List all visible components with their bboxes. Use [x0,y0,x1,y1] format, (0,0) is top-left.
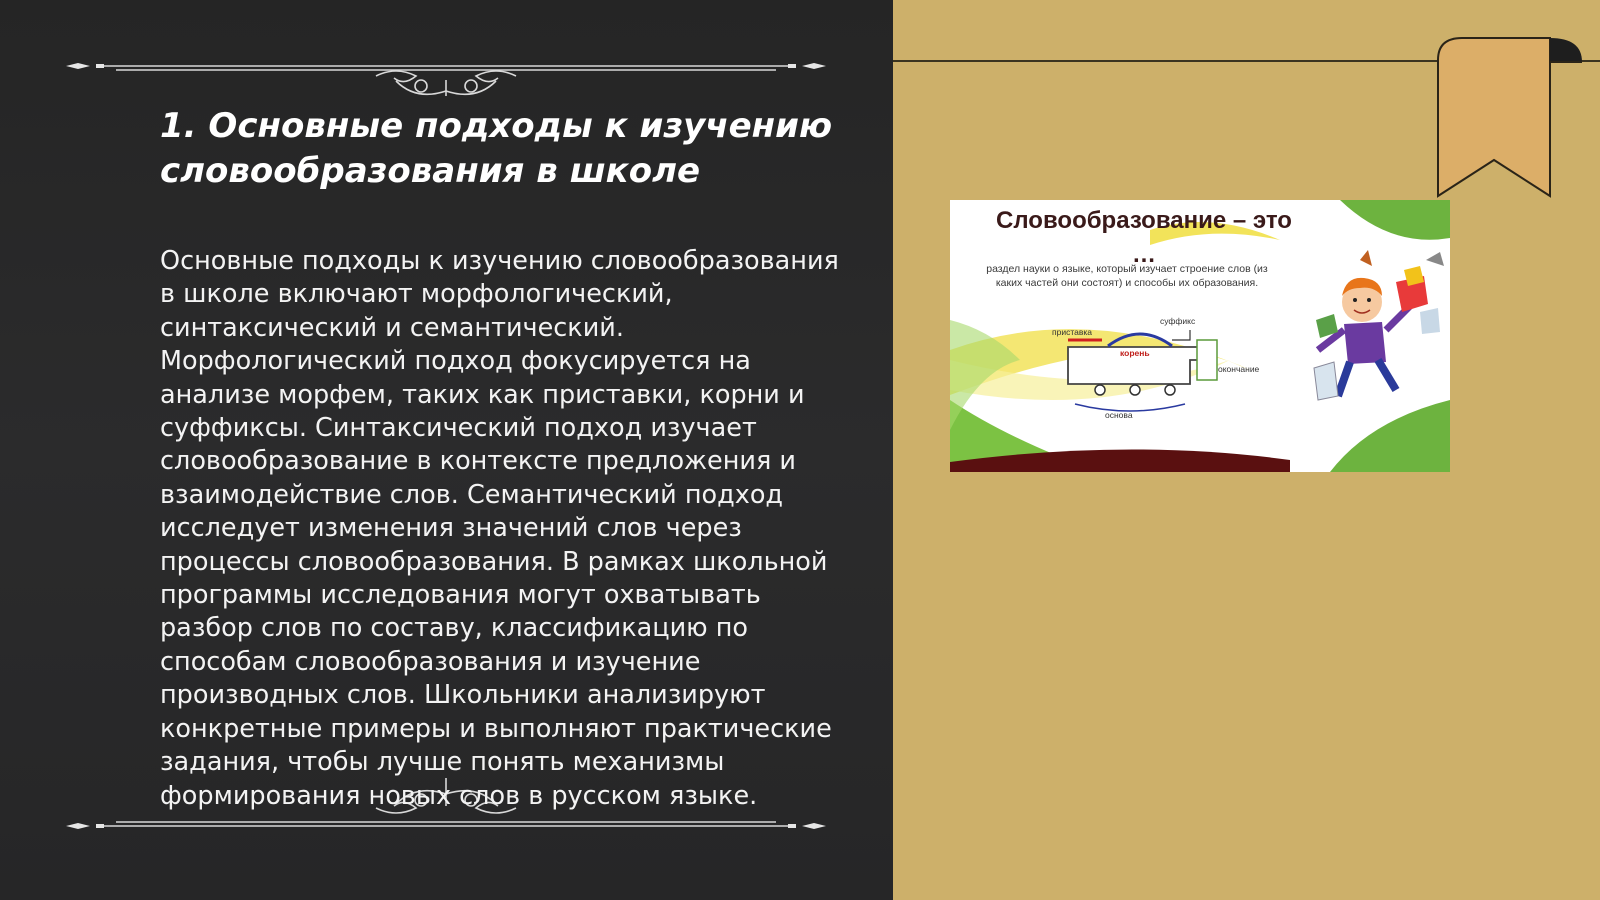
image-description: раздел науки о языке, который изучает строение слов (из каких частей они состоят) и способы их образования. [986,263,1268,289]
ornament-divider-icon [66,36,826,96]
label-suffix: суффикс [1160,316,1196,326]
label-stem: основа [1105,410,1133,420]
illustration-image [950,200,1450,472]
image-heading: Словообразование – это … [996,207,1292,268]
label-root: корень [1120,348,1150,358]
bookmark-ribbon-icon [1432,36,1592,206]
label-ending: окончание [1218,364,1260,374]
slide-body-text: Основные подходы к изучению словообразования в школе включают морфологический, синтаксический и семантический. Морфологический подход фокусируется на анализе морфем, таких как приставки, корни и суффиксы. Синтаксический подход изучает словообразование в контексте предложения и взаимодействие слов. Семантический подход исследует изменения значений слов через процессы словообразования. В рамках школьной программы исследования могут охватывать разбор слов по составу, классификацию по способам словообразования и изучение производных слов. Школьники анализируют конкретные примеры и выполняют практические задания, чтобы лучше понять механизмы формирования новых слов в русском языке. [160,246,839,811]
label-prefix: приставка [1052,327,1093,337]
slide-title: 1. Основные подходы к изучению словообразования в школе [160,106,833,191]
